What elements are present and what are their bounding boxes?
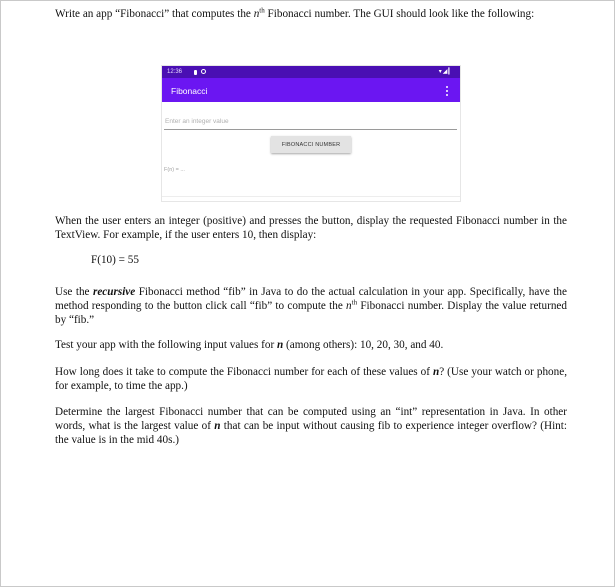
signal-battery-icons: ▾◢▎ [438, 69, 454, 75]
phone-screenshot [161, 65, 461, 202]
intro-sup: th [259, 6, 265, 15]
para3-text-b: Fibonacci method “fib” in Java to do the actual calculation in your app. Specifically, have the method responding to the button click call “fib” to compute the [55, 286, 567, 312]
paragraph-overflow [55, 405, 567, 447]
intro-text-2: Fibonacci number. The GUI should look like the following: [264, 8, 535, 20]
sync-icon [201, 69, 206, 74]
integer-input[interactable] [164, 113, 457, 130]
recursive-emphasis: recursive [92, 286, 136, 298]
intro-n: n [253, 8, 260, 20]
para6-n: n [214, 420, 221, 432]
example-output: F(10) = 55 [91, 254, 139, 266]
app-title: Fibonacci [171, 86, 208, 96]
notification-icon [194, 70, 197, 75]
para3-text-c: Fibonacci number. Display the value returned by “fib.” [55, 300, 567, 326]
para4-n: n [277, 339, 284, 351]
para5-n: n [432, 366, 440, 378]
para5-text-a: How long does it take to compute the Fibonacci number for each of these values of [55, 366, 433, 378]
overflow-menu-icon[interactable] [446, 86, 448, 96]
para5-text-b: ? (Use your watch or phone, for example, to time the app.) [55, 366, 567, 392]
para4-text-b: (among others): 10, 20, 30, and 40. [283, 339, 444, 351]
paragraph-description: When the user enters an integer (positive) and presses the button, display the requested Fibonacci number in the TextView. For example, if the user enters 10, then display: [55, 215, 567, 241]
para4-text-a: Test your app with the following input values for [55, 339, 277, 351]
para3-n: n [346, 300, 352, 312]
status-bar [162, 66, 460, 78]
paragraph-test-values [55, 338, 567, 352]
status-time: 12:36 [167, 69, 183, 75]
paragraph-recursive [55, 285, 567, 327]
app-bar [162, 78, 460, 102]
intro-paragraph [55, 7, 567, 21]
para6-text-a: Determine the largest Fibonacci number that can be computed using an “int” representation in Java. In other words, what is the largest value of [55, 406, 567, 432]
para6-text-b: that can be input without causing fib to experience integer overflow? (Hint: the value is in the mid 40s.) [55, 420, 567, 446]
para3-text-a: Use the [55, 286, 93, 298]
intro-text-1: Write an app “Fibonacci” that computes the [55, 8, 254, 20]
paragraph-timing [55, 365, 567, 393]
fibonacci-number-button[interactable]: FIBONACCI NUMBER [271, 136, 351, 153]
para3-sup: th [351, 298, 358, 307]
divider [162, 196, 460, 197]
result-textview: F(n) = ... [164, 167, 185, 173]
